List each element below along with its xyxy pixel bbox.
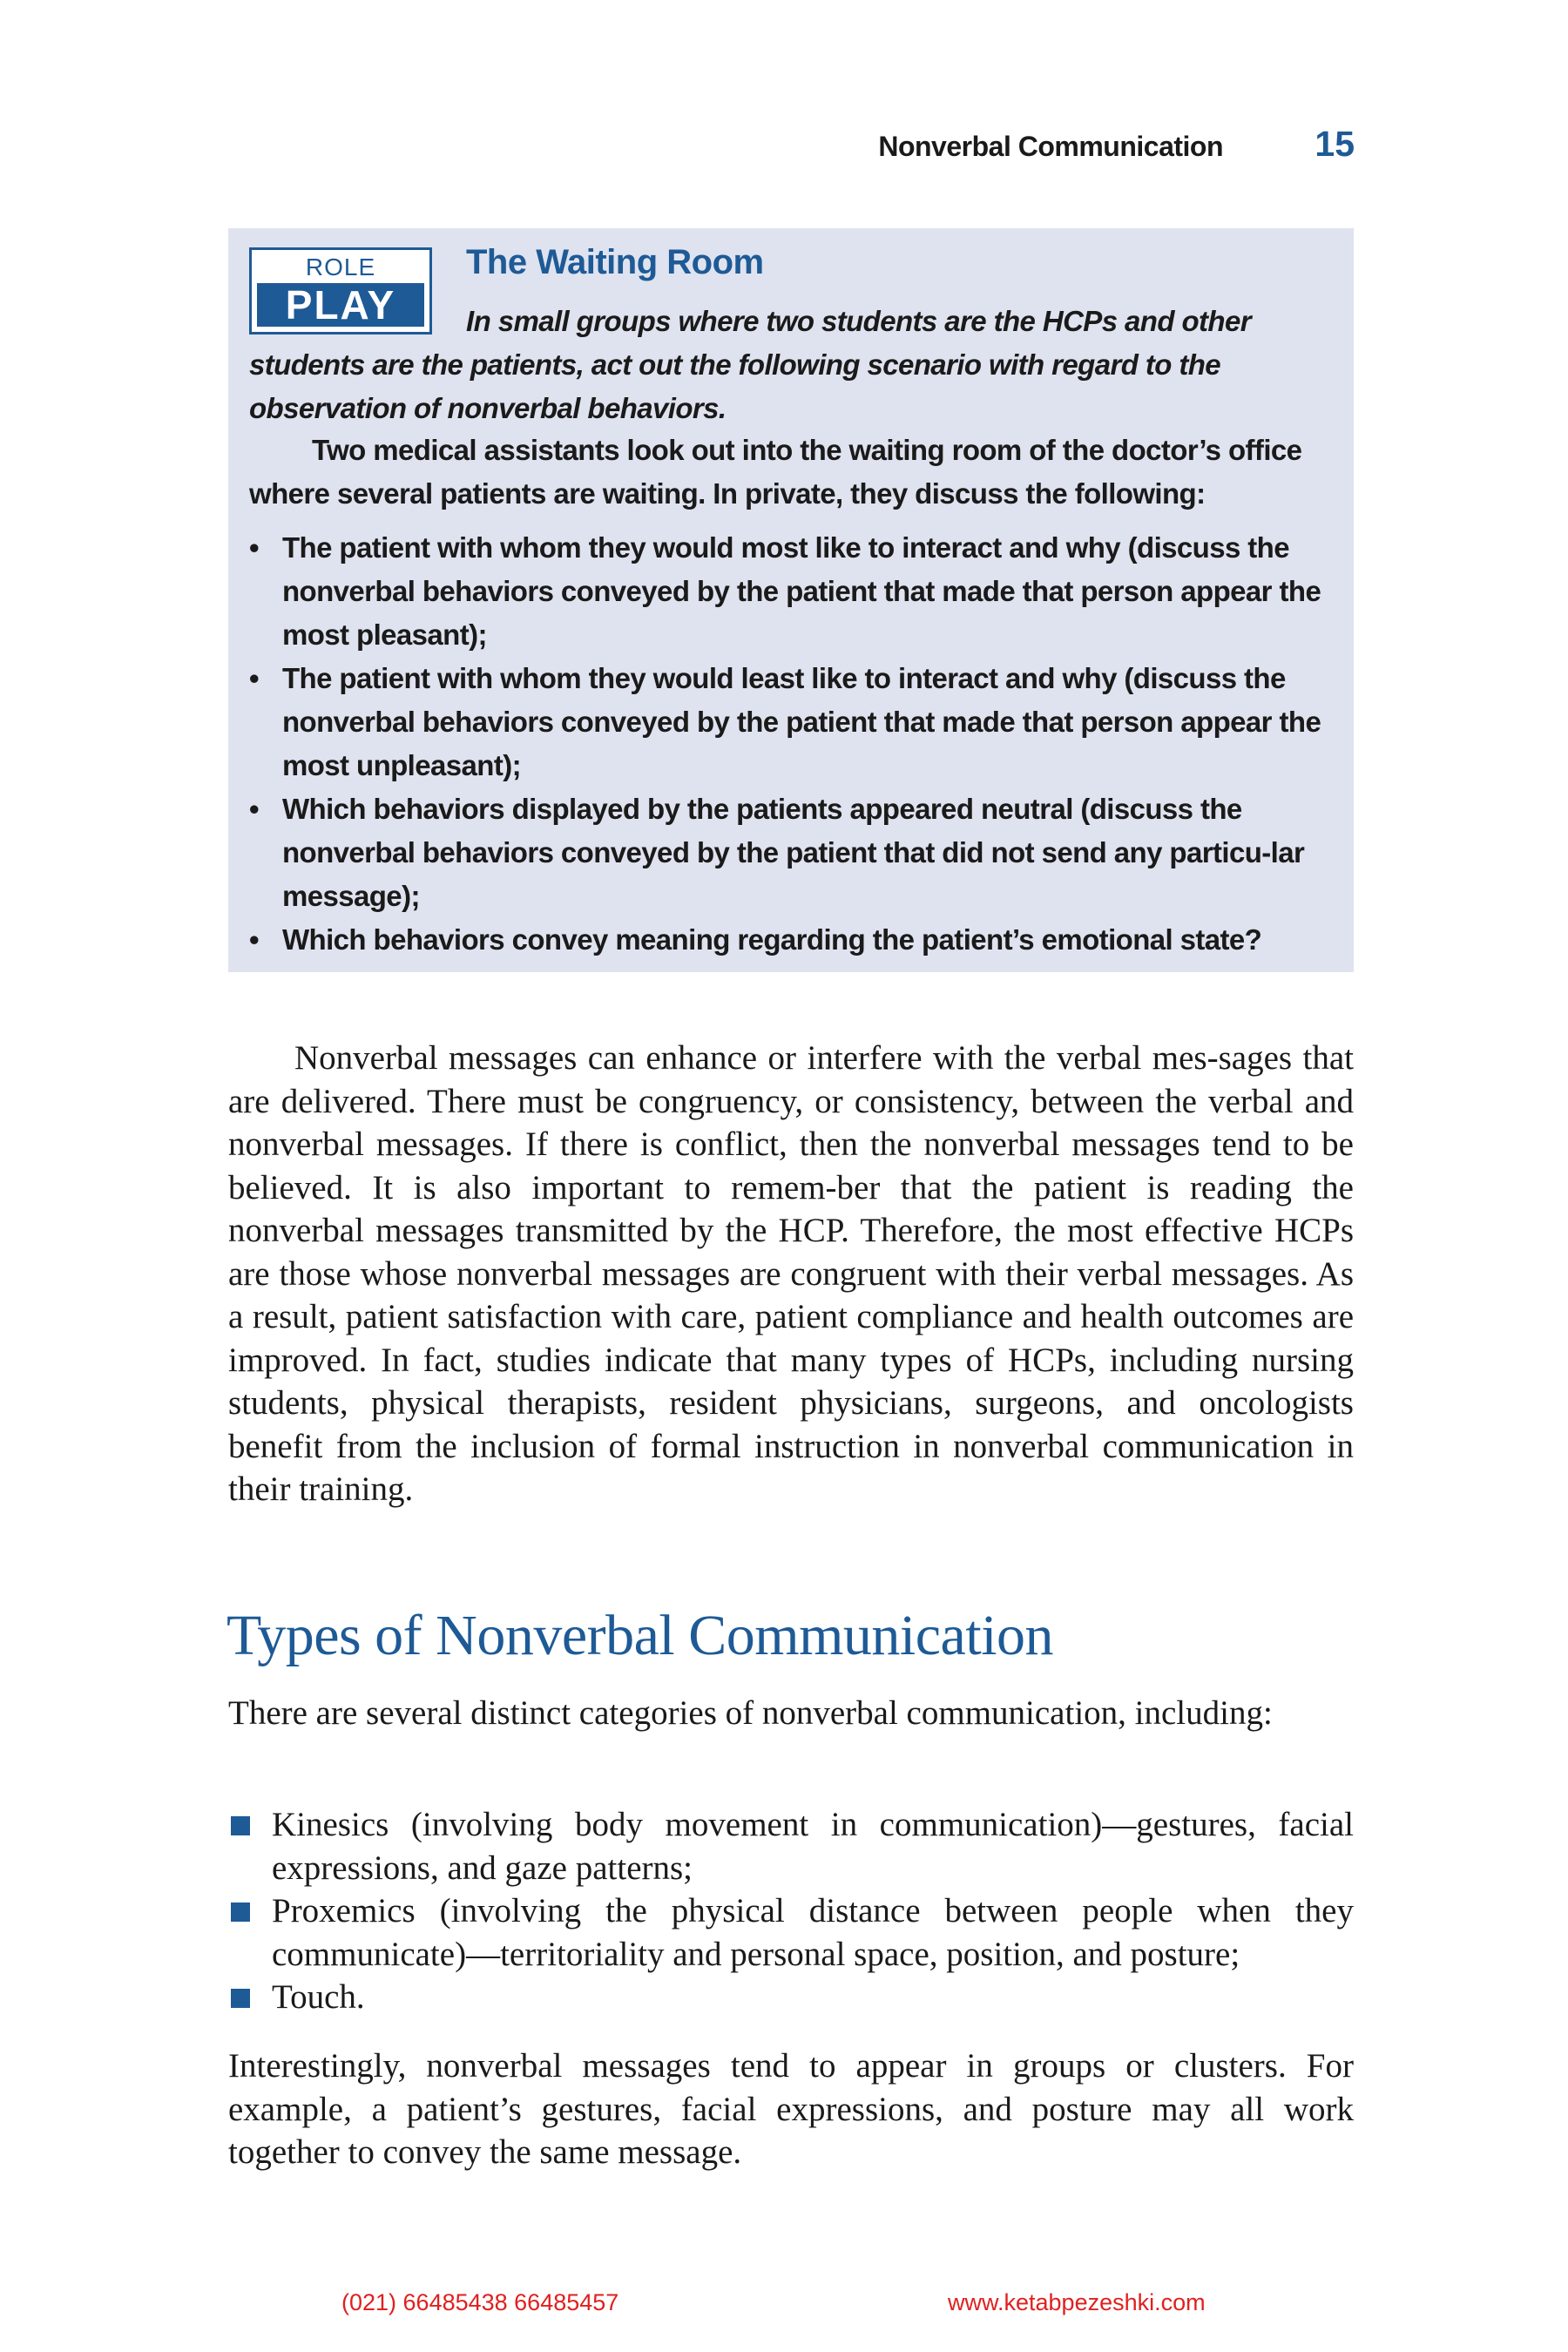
category-list-item — [228, 1976, 1354, 2019]
badge-role-label: ROLE — [305, 253, 376, 280]
footer-phone: (021) 66485438 66485457 — [341, 2289, 619, 2315]
running-head: Nonverbal Communication — [878, 131, 1223, 162]
role-play-scenario — [249, 429, 1338, 516]
bullet-dot-icon: • — [249, 531, 259, 564]
role-play-bullet-text: Which behaviors convey meaning regarding the patient’s emotional state? — [282, 923, 1262, 956]
bullet-dot-icon: • — [249, 793, 259, 825]
square-bullet-icon — [231, 1816, 250, 1835]
role-play-instructions-text: In small groups where two students are the HCPs and other students are the patients, act out the following scenario with regard to the observation of nonverbal behaviors. — [249, 305, 1251, 424]
role-play-bullet-list — [249, 526, 1338, 962]
badge-play-label: PLAY — [257, 283, 424, 327]
bullet-dot-icon: • — [249, 662, 259, 694]
body-paragraph-congruency-text: Nonverbal messages can enhance or interfere with the verbal mes-sages that are delivered. There must be congruency, or consistency, between the verbal and nonverbal messages. If there is conflict, then the nonverbal messages tend to be believed. It is also important to remem-ber that the patient is reading the nonverbal messages transmitted by the HCP. Therefore, the most effective HCPs are those whose nonverbal messages are congruent with their verbal messages. As a result, patient satisfaction with care, patient compliance and health outcomes are improved. In fact, studies indicate that many types of HCPs, including nursing students, physical therapists, resident physicians, surgeons, and oncologists benefit from the inclusion of formal instruction in nonverbal communication in their training. — [228, 1039, 1354, 1508]
role-play-bullet-text: Which behaviors displayed by the patients appeared neutral (discuss the nonverbal behaviors conveyed by the patient that did not send any particu-lar message); — [282, 793, 1305, 912]
role-play-scenario-text: Two medical assistants look out into the waiting room of the doctor’s office where several patients are waiting. In private, they discuss the following: — [249, 434, 1302, 510]
footer-url-link[interactable]: www.ketabpezeshki.com — [948, 2289, 1206, 2315]
role-play-title: The Waiting Room — [466, 243, 764, 281]
section-heading: Types of Nonverbal Communication — [226, 1604, 1054, 1667]
page-number: 15 — [1315, 124, 1355, 164]
category-text: Touch. — [272, 1978, 365, 2016]
role-play-bullet-item — [249, 657, 1338, 787]
role-play-instructions — [249, 300, 1338, 430]
role-play-bullet-item — [249, 787, 1338, 918]
category-list — [228, 1803, 1354, 2019]
role-play-bullet-item — [249, 918, 1338, 962]
page-footer — [0, 2289, 1568, 2324]
category-text: Kinesics (involving body movement in communication)—gestures, facial expressions, and gaze patterns; — [272, 1806, 1354, 1887]
category-list-item — [228, 1889, 1354, 1976]
role-play-bullet-text: The patient with whom they would least like to interact and why (discuss the nonverbal behaviors conveyed by the patient that made that person appear the most unpleasant); — [282, 662, 1321, 781]
role-play-box — [228, 228, 1354, 972]
square-bullet-icon — [231, 1903, 250, 1922]
bullet-dot-icon: • — [249, 923, 259, 956]
page-header — [0, 122, 1568, 174]
role-play-bullet-item — [249, 526, 1338, 657]
role-play-bullet-text: The patient with whom they would most like to interact and why (discuss the nonverbal behaviors conveyed by the patient that made that person appear the most pleasant); — [282, 531, 1321, 651]
body-paragraph-categories: There are several distinct categories of nonverbal communication, including: — [228, 1694, 1273, 1732]
category-list-item — [228, 1803, 1354, 1889]
category-text: Proxemics (involving the physical distance between people when they communicate)—territoriality and personal space, position, and posture; — [272, 1892, 1354, 1973]
body-paragraph-congruency — [228, 1037, 1354, 1511]
square-bullet-icon — [231, 1989, 250, 2008]
body-paragraph-clusters: Interestingly, nonverbal messages tend to appear in groups or clusters. For example, a patient’s gestures, facial expressions, and posture may all work together to convey the same message. — [228, 2047, 1354, 2171]
